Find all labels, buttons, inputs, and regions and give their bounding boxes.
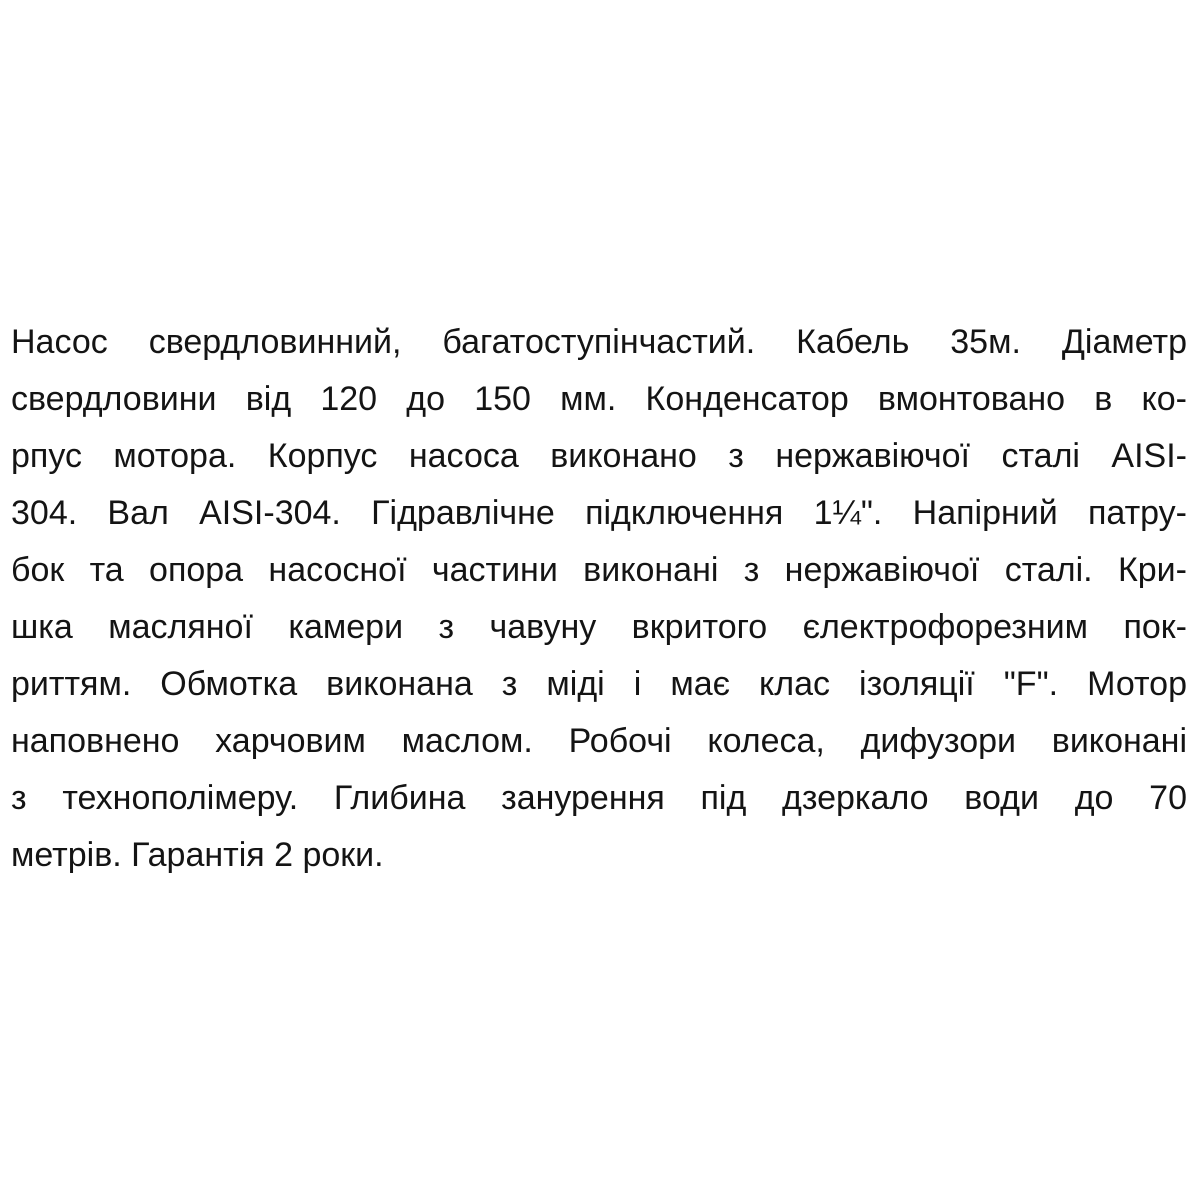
- product-description: [11, 314, 1187, 884]
- description-line: шка масляної камери з чавуну вкритого єлектрофорезним пок-: [11, 608, 1187, 646]
- description-line: з технополімеру. Глибина занурення під дзеркало води до 70: [11, 779, 1187, 817]
- description-line: риттям. Обмотка виконана з міді і має клас ізоляції "F". Мотор: [11, 665, 1187, 703]
- description-line: наповнено харчовим маслом. Робочі колеса, дифузори виконані: [11, 722, 1187, 760]
- description-line: бок та опора насосної частини виконані з нержавіючої сталі. Кри-: [11, 551, 1187, 589]
- description-line: метрів. Гарантія 2 роки.: [11, 836, 384, 874]
- description-line: 304. Вал AISI-304. Гідравлічне підключення 1¼". Напірний патру-: [11, 494, 1187, 532]
- description-line: Насос свердловинний, багатоступінчастий. Кабель 35м. Діаметр: [11, 323, 1187, 361]
- description-line: рпус мотора. Корпус насоса виконано з нержавіючої сталі AISI-: [11, 437, 1187, 475]
- description-line: свердловини від 120 до 150 мм. Конденсатор вмонтовано в ко-: [11, 380, 1187, 418]
